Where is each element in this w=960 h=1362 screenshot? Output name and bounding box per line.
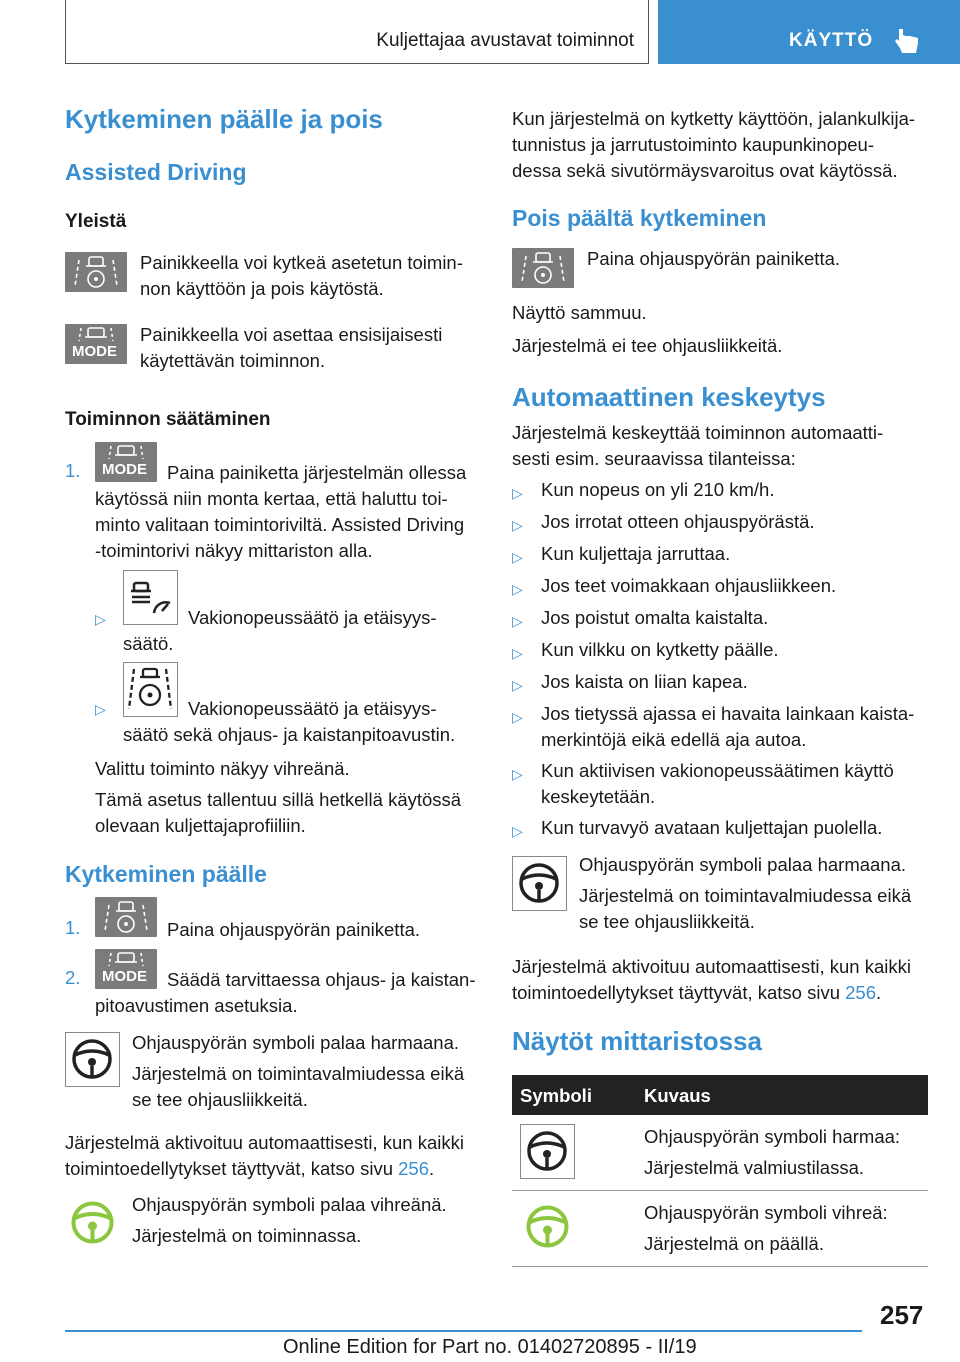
no-steering-text: Järjestelmä ei tee ohjausliikkeitä. [512, 335, 783, 356]
right-activates-period: . [876, 982, 882, 1003]
bullet-marker: ▷ [95, 611, 106, 627]
page-number: 257 [880, 1300, 924, 1330]
bullet-marker: ▷ [512, 645, 523, 661]
on-step1-number: 1. [65, 917, 81, 938]
green-symbol-text: Ohjauspyörän symboli palaa vihreänä. [132, 1194, 447, 1215]
cruise-distance-icon [123, 570, 178, 625]
bullet-item: Kun kuljettaja jarruttaa. [541, 543, 731, 564]
bullet9-line2: keskeytetään. [541, 786, 656, 807]
steering-wheel-green-icon [520, 1199, 575, 1254]
bullet-marker: ▷ [95, 701, 106, 717]
right-ready-line1: Järjestelmä on toimintavalmiudessa eikä [579, 885, 912, 906]
left-grey-symbol-text: Ohjauspyörän symboli palaa harmaana. [132, 1032, 460, 1053]
bullet-marker: ▷ [512, 677, 523, 693]
table-col-symbol: Symboli [520, 1085, 592, 1106]
right-grey-symbol-text: Ohjauspyörän symboli palaa harmaana. [579, 854, 907, 875]
header-section-title: Kuljettajaa avustavat toiminnot [376, 30, 634, 51]
auto-line2: sesti esim. seuraavissa tilanteissa: [512, 448, 796, 469]
table-header [512, 1075, 928, 1115]
heading-auto-interrupt: Automaattinen keskeytys [512, 382, 826, 412]
bullet-marker: ▷ [512, 709, 523, 725]
bullet-item: Jos irrotat otteen ohjauspyörästä. [541, 511, 815, 532]
right-activates-line1: Järjestelmä aktivoituu automaattisesti, kun kaikki [512, 956, 911, 977]
steering-assist-button-icon [95, 897, 157, 937]
right-activates-text: toimintoedellytykset täyttyvät, katso sivu [512, 982, 846, 1003]
table-row1-line2: Järjestelmä valmiustilassa. [644, 1157, 865, 1178]
general-2-line2: käytettävän toiminnon. [140, 350, 326, 371]
mode-label: MODE [72, 343, 117, 360]
mode-button-icon [65, 324, 127, 364]
header-tab-label: KÄYTTÖ [789, 30, 874, 51]
display-off-text: Näyttö sammuu. [512, 302, 647, 323]
left-activates-period: . [429, 1158, 435, 1179]
intro-line3: dessa sekä sivutörmäysvaroitus ovat käytössä. [512, 160, 898, 181]
left-ready-line2: se tee ohjausliikkeitä. [132, 1089, 308, 1110]
steering-assist-icon [123, 662, 178, 717]
heading-switch-on: Kytkeminen päälle [65, 861, 267, 887]
footer-edition: Online Edition for Part no. 01402720895 - II/19 [283, 1336, 697, 1358]
step1-line3: minto valitaan toimintoriviltä. Assisted Driving [95, 514, 465, 535]
active-text: Järjestelmä on toiminnassa. [132, 1225, 362, 1246]
bullet-marker: ▷ [512, 766, 523, 782]
right-activates-line2 [512, 980, 881, 1006]
bullet8-line2: merkintöjä eikä edellä aja autoa. [541, 729, 807, 750]
left-activates-line1: Järjestelmä aktivoituu automaattisesti, kun kaikki [65, 1132, 464, 1153]
pointing-hand-icon [894, 26, 920, 54]
bullet-item: Jos kaista on liian kapea. [541, 671, 748, 692]
left-activates-text: toimintoedellytykset täyttyvät, katso sivu [65, 1158, 399, 1179]
mode-button-icon [95, 949, 157, 989]
auto-line1: Järjestelmä keskeyttää toiminnon automaatti- [512, 422, 884, 443]
bullet-item: Kun nopeus on yli 210 km/h. [541, 479, 775, 500]
bullet-marker: ▷ [512, 549, 523, 565]
sub2-line1: Vakionopeussäätö ja etäisyys- [188, 698, 437, 719]
left-activates-line2 [65, 1156, 434, 1182]
off-text: Paina ohjauspyörän painiketta. [587, 248, 841, 269]
step1-line2: käytössä niin monta kertaa, että haluttu toi- [95, 488, 448, 509]
steering-assist-button-icon [512, 248, 574, 288]
selected-text: Valittu toiminto näkyy vihreänä. [95, 758, 350, 779]
mode-label: MODE [102, 968, 147, 985]
saved-line1: Tämä asetus tallentuu sillä hetkellä käytössä [95, 789, 462, 810]
on-step2-line1: Säädä tarvittaessa ohjaus- ja kaistan- [167, 969, 476, 990]
right-ready-line2: se tee ohjausliikkeitä. [579, 911, 755, 932]
mode-button-icon [95, 442, 157, 482]
steering-wheel-green-icon [65, 1195, 120, 1250]
header-tab [658, 0, 960, 64]
table-divider [512, 1266, 928, 1267]
bullet8-line1: Jos tietyssä ajassa ei havaita lainkaan kaista- [541, 703, 915, 724]
general-1-line1: Painikkeella voi kytkeä asetetun toimin- [140, 252, 463, 273]
heading-on-off: Kytkeminen päälle ja pois [65, 104, 383, 134]
bullet-marker: ▷ [512, 517, 523, 533]
page-link-256[interactable]: 256 [845, 982, 877, 1003]
heading-switch-off: Pois päältä kytkeminen [512, 205, 767, 231]
bullet10-text: Kun turvavyö avataan kuljettajan puolella. [541, 817, 883, 838]
table-row2-line2: Järjestelmä on päällä. [644, 1233, 824, 1254]
bullet-marker: ▷ [512, 485, 523, 501]
bullet-marker: ▷ [512, 581, 523, 597]
step1-line4: -toimintorivi näkyy mittariston alla. [95, 540, 373, 561]
table-col-description: Kuvaus [644, 1085, 711, 1106]
bullet-item: Kun vilkku on kytketty päälle. [541, 639, 779, 660]
left-ready-line1: Järjestelmä on toimintavalmiudessa eikä [132, 1063, 465, 1084]
table-row2-line1: Ohjauspyörän symboli vihreä: [644, 1202, 888, 1223]
bullet-marker: ▷ [512, 613, 523, 629]
bullet-marker: ▷ [512, 823, 523, 839]
steering-wheel-grey-icon [512, 856, 567, 911]
on-step1-text: Paina ohjauspyörän painiketta. [167, 919, 421, 940]
heading-general: Yleistä [65, 211, 127, 232]
step1-number: 1. [65, 460, 81, 481]
heading-adjust: Toiminnon säätäminen [65, 409, 271, 430]
page-link-256[interactable]: 256 [398, 1158, 430, 1179]
header-section-box [65, 0, 649, 64]
general-1-line2: non käyttöön ja pois käytöstä. [140, 278, 384, 299]
sub1-line1: Vakionopeussäätö ja etäisyys- [188, 607, 437, 628]
heading-assisted-driving: Assisted Driving [65, 159, 247, 185]
sub2-line2: säätö sekä ohjaus- ja kaistanpitoavustin. [123, 724, 456, 745]
general-2-line1: Painikkeella voi asettaa ensisijaisesti [140, 324, 443, 345]
bullet-item: Jos poistut omalta kaistalta. [541, 607, 769, 628]
on-step2-line2: pitoavustimen asetuksia. [95, 995, 298, 1016]
bullet-item: Jos teet voimakkaan ohjausliikkeen. [541, 575, 837, 596]
footer-rule [65, 1330, 862, 1332]
on-step2-number: 2. [65, 967, 81, 988]
intro-line2: tunnistus ja jarrutustoiminto kaupunkinopeu- [512, 134, 874, 155]
intro-line1: Kun järjestelmä on kytketty käyttöön, jalankulkija- [512, 108, 916, 129]
table-row1-line1: Ohjauspyörän symboli harmaa: [644, 1126, 901, 1147]
steering-wheel-grey-icon [520, 1124, 575, 1179]
mode-label: MODE [102, 461, 147, 478]
sub1-line2: säätö. [123, 633, 174, 654]
steering-wheel-grey-icon [65, 1032, 120, 1087]
saved-line2: olevaan kuljettajaprofiiliin. [95, 815, 306, 836]
table-divider [512, 1190, 928, 1191]
steering-assist-button-icon [65, 252, 127, 292]
bullet9-line1: Kun aktiivisen vakionopeussäätimen käyttö [541, 760, 894, 781]
step1-line1: Paina painiketta järjestelmän ollessa [167, 462, 467, 483]
heading-displays: Näytöt mittaristossa [512, 1026, 762, 1056]
